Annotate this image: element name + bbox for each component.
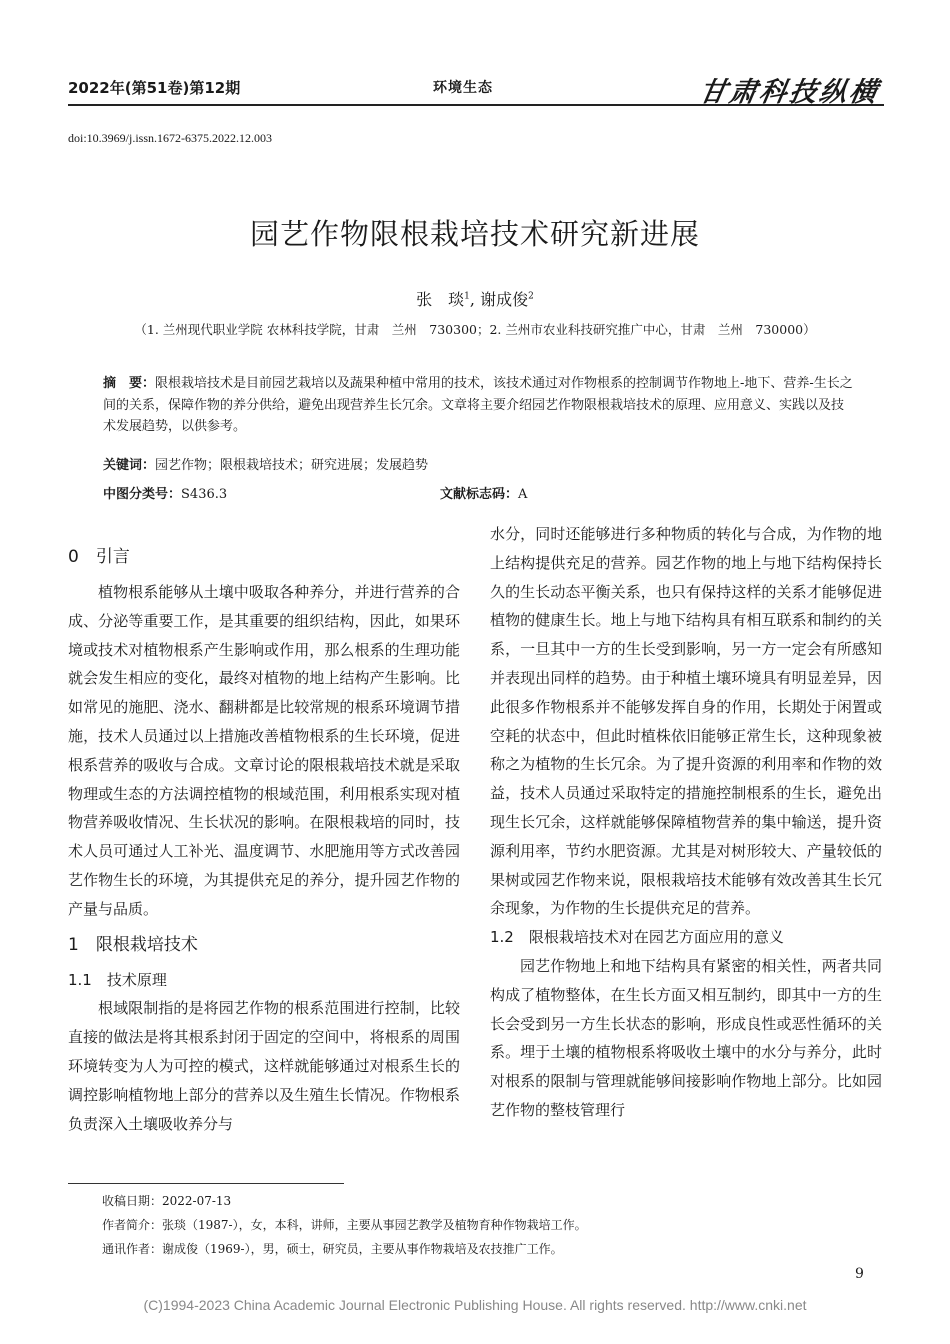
issue-info: 2022年(第51卷)第12期	[68, 79, 241, 97]
author-separator: ,	[469, 290, 481, 309]
header-rule	[68, 104, 884, 106]
section-1-2-paragraph: 园艺作物地上和地下结构具有紧密的相关性，两者共同构成了植物整体，在生长方面又相互制约，即其中一方的生长会受到另一方生长状态的影响，形成良性或恶性循环的关系。埋于土壤的植物根系将吸收土壤中的水分与养分，此时对根系的限制与管理就能够间接影响作物地上部分。比如园艺作物的整枝管理行	[490, 956, 882, 1119]
author-2: 谢成俊	[480, 290, 529, 309]
section-1-2-heading: 1.2 限根栽培技术对在园艺方面应用的意义	[490, 928, 784, 947]
author-line	[0, 287, 950, 310]
author-1-affil: 1	[464, 291, 470, 302]
section-0-heading: 0 引言	[68, 547, 130, 567]
clc-value: S436.3	[181, 487, 228, 502]
section-1-1-paragraph: 根域限制指的是将园艺作物的根系范围进行控制，比较直接的做法是将其根系封闭于固定的空间中，将根系的周围环境转变为人为可控的模式，这样就能够通过对根系生长的调控影响植物地上部分的营养以及生殖生长情况。作物根系负责深入土壤吸收养分与	[68, 999, 460, 1133]
clc-number	[103, 483, 227, 502]
keywords-text: 园艺作物；限根栽培技术；研究进展；发展趋势	[155, 458, 429, 473]
journal-logo: 甘肃科技纵横	[696, 77, 883, 108]
clc-label: 中图分类号：	[103, 487, 182, 502]
doc-code-value: A	[518, 487, 528, 502]
paper-title: 园艺作物限根栽培技术研究新进展	[249, 217, 700, 251]
left-column	[68, 536, 460, 1138]
page-number: 9	[855, 1266, 864, 1282]
section-1-heading: 1 限根栽培技术	[68, 934, 198, 955]
footnote-corresponding: 通讯作者：谢成俊（1969-），男，硕士，研究员，主要从事作物栽培及农技推广工作。	[102, 1242, 563, 1256]
doc-code-label: 文献标志码：	[440, 487, 519, 502]
section-name: 环境生态	[433, 80, 493, 96]
doi: doi:10.3969/j.issn.1672-6375.2022.12.003	[68, 131, 273, 145]
keywords-label: 关键词：	[103, 458, 156, 473]
footnote-author-bio: 作者简介：张琰（1987-），女，本科，讲师，主要从事园艺教学及植物育种作物栽培工作。	[102, 1218, 587, 1232]
affiliations: （1. 兰州现代职业学院 农林科技学院，甘肃 兰州 730300；2. 兰州市农业科技研究推广中心，甘肃 兰州 730000）	[134, 322, 816, 337]
section-0-paragraph: 植物根系能够从土壤中吸取各种养分，并进行营养的合成、分泌等重要工作，是其重要的组织结构，因此，如果环境或技术对植物根系产生影响或作用，那么根系的生理功能就会发生相应的变化，最终对植物的地上结构产生影响。比如常见的施肥、浇水、翻耕都是比较常规的根系环境调节措施，技术人员通过以上措施改善植物根系的生长环境，促进根系营养的吸收与合成。文章讨论的限根栽培技术就是采取物理或生态的方法调控植物的根域范围，利用根系实现对植物营养吸收情况、生长状况的影响。在限根栽培的同时，技术人员可通过人工补光、温度调节、水肥施用等方式改善园艺作物生长的环境，为其提供充足的养分，提升园艺作物的产量与品质。	[68, 583, 460, 918]
footnote-received: 收稿日期：2022-07-13	[102, 1194, 232, 1208]
section-1-1-heading: 1.1 技术原理	[68, 970, 167, 989]
document-code	[440, 483, 527, 502]
keywords	[103, 454, 428, 473]
right-column	[490, 520, 882, 1125]
author-1: 张 琰	[416, 290, 465, 309]
copyright-notice: (C)1994-2023 China Academic Journal Electronic Publishing House. All rights reserved. http://www.cnki.net	[143, 1297, 807, 1313]
section-1-1-paragraph-continued: 水分，同时还能够进行多种物质的转化与合成，为作物的地上结构提供充足的营养。园艺作物的地上与地下结构保持长久的生长动态平衡关系，也只有保持这样的关系才能够促进植物的健康生长。地上与地下结构具有相互联系和制约的关系，一旦其中一方的生长受到影响，另一方一定会有所感知并表现出同样的趋势。由于种植土壤环境具有明显差异，因此很多作物根系并不能够发挥自身的作用，长期处于闲置或空耗的状态中，但此时植株依旧能够正常生长，这种现象被称之为植物的生长冗余。为了提升资源的利用率和作物的效益，技术人员通过采取特定的措施控制根系的生长，避免出现生长冗余，这样就能够保障植物营养的集中输送，提升资源利用率，节约水肥资源。尤其是对树形较大、产量较低的果树或园艺作物来说，限根栽培技术能够有效改善其生长冗余现象，为作物的生长提供充足的营养。	[490, 525, 882, 918]
footnote-rule	[68, 1183, 344, 1184]
abstract-text: 限根栽培技术是目前园艺栽培以及蔬果种植中常用的技术，该技术通过对作物根系的控制调节作物地上-地下、营养-生长之间的关系，保障作物的养分供给，避免出现营养生长冗余。文章将主要介绍园艺作物限根栽培技术的原理、应用意义、实践以及技术发展趋势，以供参考。	[103, 376, 853, 434]
author-2-affil: 2	[528, 291, 534, 302]
abstract	[103, 373, 853, 438]
abstract-label: 摘 要：	[103, 376, 156, 391]
